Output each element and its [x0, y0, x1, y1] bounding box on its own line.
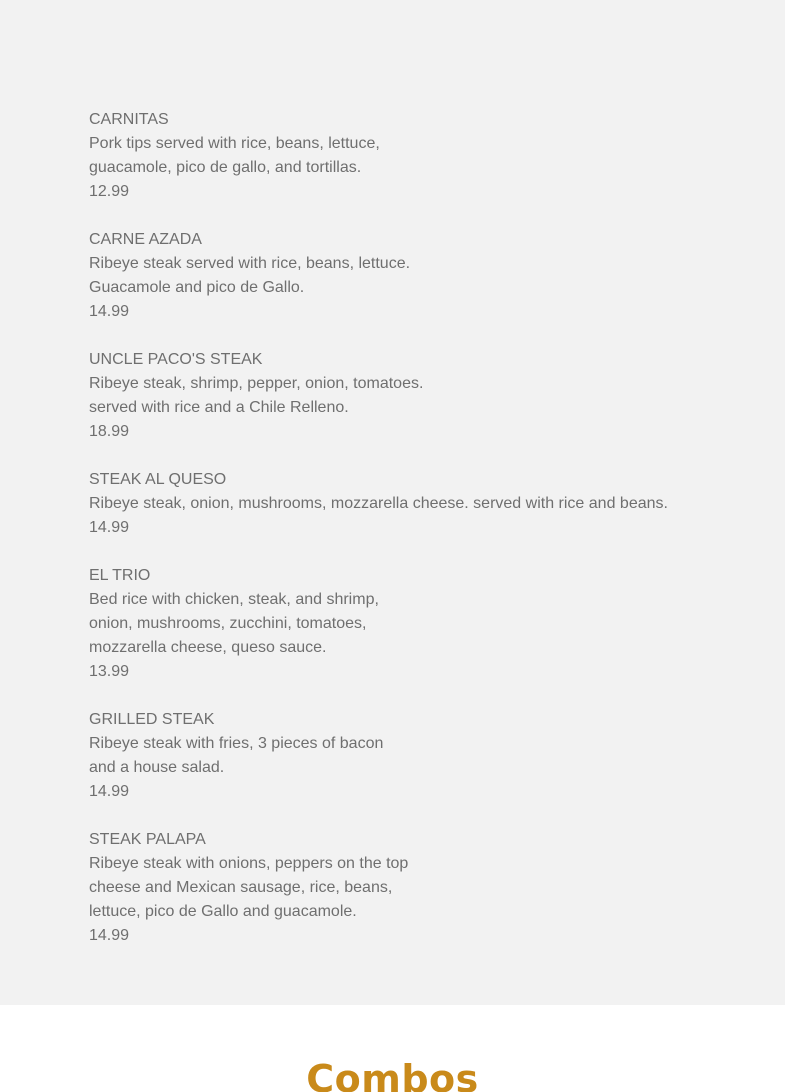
menu-item-description: Ribeye steak, onion, mushrooms, mozzarella cheese. served with rice and beans. — [89, 495, 668, 512]
menu-item — [89, 348, 729, 444]
menu-item-price: 13.99 — [89, 663, 130, 680]
menu-item-price: 14.99 — [89, 303, 130, 320]
menu-item-description: Ribeye steak with fries, 3 pieces of bacon and a house salad. — [89, 735, 384, 776]
menu-item — [89, 564, 729, 684]
menu-item-name: GRILLED STEAK — [89, 711, 215, 728]
menu-item-name: CARNITAS — [89, 111, 169, 128]
combos-section — [0, 1005, 785, 1092]
menu-item-name: STEAK PALAPA — [89, 831, 206, 848]
menu-item-price: 14.99 — [89, 927, 130, 944]
menu-item — [89, 828, 729, 948]
menu-item — [89, 228, 729, 324]
menu-item — [89, 708, 729, 804]
menu-item — [89, 468, 729, 540]
menu-item-name: EL TRIO — [89, 567, 151, 584]
menu-item-price: 12.99 — [89, 183, 130, 200]
menu-item-name: STEAK AL QUESO — [89, 471, 227, 488]
menu-item-description: Ribeye steak, shrimp, pepper, onion, tomatoes. served with rice and a Chile Relleno. — [89, 375, 424, 416]
menu-list — [89, 108, 729, 948]
combos-heading: Combos — [306, 1057, 479, 1092]
menu-item-price: 14.99 — [89, 519, 130, 536]
menu-item-description: Bed rice with chicken, steak, and shrimp, onion, mushrooms, zucchini, tomatoes, mozzarella cheese, queso sauce. — [89, 591, 379, 656]
menu-item-description: Pork tips served with rice, beans, lettuce, guacamole, pico de gallo, and tortillas. — [89, 135, 380, 176]
menu-item-price: 14.99 — [89, 783, 130, 800]
menu-item-price: 18.99 — [89, 423, 130, 440]
menu-item — [89, 108, 729, 204]
menu-item-description: Ribeye steak served with rice, beans, lettuce. Guacamole and pico de Gallo. — [89, 255, 411, 296]
menu-item-name: CARNE AZADA — [89, 231, 202, 248]
menu-item-name: UNCLE PACO'S STEAK — [89, 351, 263, 368]
menu-item-description: Ribeye steak with onions, peppers on the top cheese and Mexican sausage, rice, beans, lettuce, pico de Gallo and guacamole. — [89, 855, 409, 920]
